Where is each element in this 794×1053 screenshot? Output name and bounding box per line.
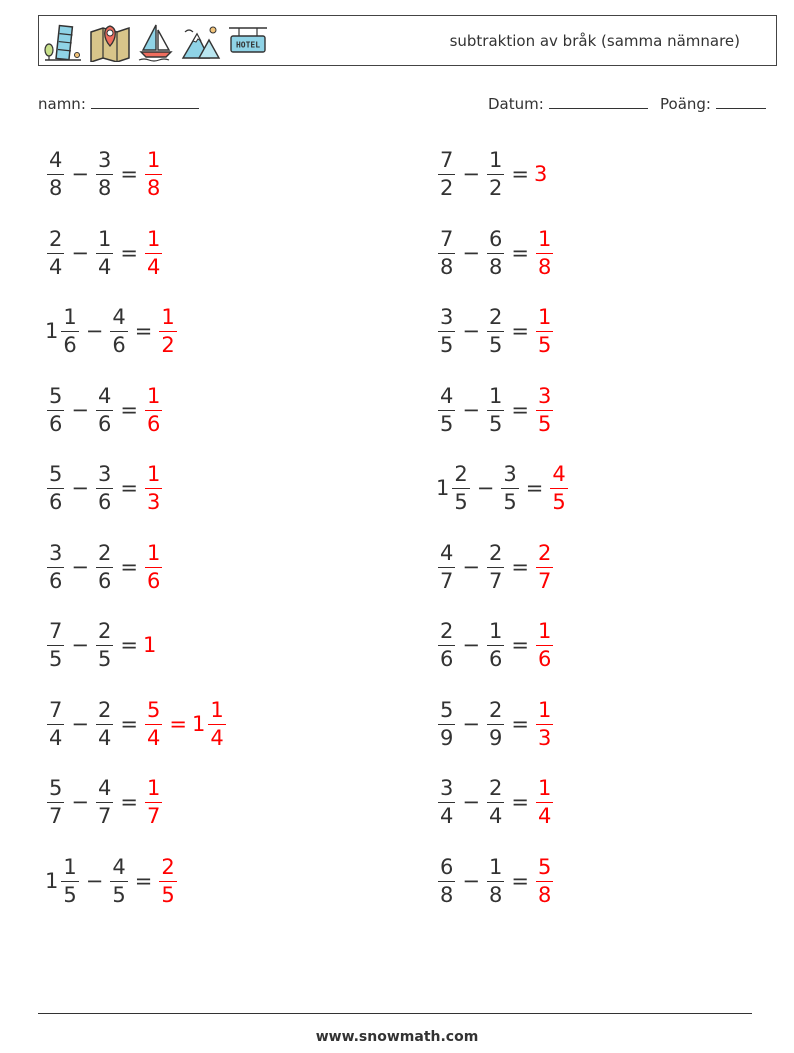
denominator: 4 <box>97 254 112 279</box>
equals-sign: = <box>511 398 529 422</box>
numerator: 2 <box>97 697 112 722</box>
equals-sign: = <box>120 790 138 814</box>
denominator: 5 <box>112 882 126 907</box>
denominator: 5 <box>552 489 566 514</box>
problem-item <box>45 458 164 518</box>
minus-sign: − <box>462 712 480 736</box>
score-label: Poäng: <box>660 95 711 113</box>
denominator: 6 <box>97 568 112 593</box>
denominator: 6 <box>49 489 63 514</box>
numerator: 2 <box>537 540 552 565</box>
minus-sign: − <box>85 869 104 893</box>
numerator: 7 <box>440 147 454 172</box>
fraction <box>536 226 553 279</box>
numerator: 1 <box>146 461 161 486</box>
whole-number: 1 <box>436 476 450 500</box>
minus-sign: − <box>462 869 480 893</box>
numerator: 3 <box>440 775 454 800</box>
answer <box>534 162 548 186</box>
sailboat-icon <box>137 22 175 62</box>
problem-item <box>436 615 555 675</box>
fraction <box>145 461 162 514</box>
fraction <box>487 618 504 671</box>
minus-sign: − <box>462 398 480 422</box>
header-box <box>38 15 777 66</box>
numerator: 4 <box>112 304 126 329</box>
fraction <box>536 304 553 357</box>
fraction <box>438 697 455 750</box>
denominator: 5 <box>97 646 112 671</box>
mountain-icon <box>181 22 221 62</box>
fraction <box>536 854 553 907</box>
numerator: 1 <box>488 854 503 879</box>
score-field <box>660 94 766 113</box>
answer <box>143 633 157 657</box>
fraction <box>110 854 127 907</box>
fraction <box>47 618 64 671</box>
minus-sign: − <box>71 790 89 814</box>
minus-sign: − <box>71 712 89 736</box>
denominator: 7 <box>537 568 552 593</box>
numerator: 3 <box>537 383 552 408</box>
answer <box>534 618 555 671</box>
answer <box>534 775 555 828</box>
fraction <box>61 854 78 907</box>
fraction <box>487 304 504 357</box>
denominator: 4 <box>146 254 161 279</box>
fraction <box>145 226 162 279</box>
equals-sign: = <box>120 555 138 579</box>
leaning-tower-icon <box>43 22 83 62</box>
hotel-sign-icon <box>227 22 269 62</box>
denominator: 4 <box>488 803 503 828</box>
numerator: 1 <box>537 226 552 251</box>
denominator: 6 <box>63 332 77 357</box>
date-label: Datum: <box>488 95 544 113</box>
problem-item <box>45 537 164 597</box>
fraction <box>145 697 162 750</box>
numerator: 6 <box>488 226 503 251</box>
numerator: 1 <box>537 304 552 329</box>
numerator: 1 <box>488 383 503 408</box>
fraction <box>96 226 113 279</box>
fraction <box>501 461 518 514</box>
problem-item <box>436 772 555 832</box>
problem-item <box>436 380 555 440</box>
name-blank[interactable] <box>91 94 199 109</box>
denominator: 6 <box>97 489 112 514</box>
denominator: 8 <box>537 254 552 279</box>
equals-sign: = <box>120 162 138 186</box>
numerator: 2 <box>488 540 503 565</box>
answer <box>143 147 164 200</box>
numerator: 4 <box>440 540 454 565</box>
problem-item <box>45 851 179 911</box>
fraction <box>487 775 504 828</box>
denominator: 5 <box>161 882 175 907</box>
numerator: 2 <box>488 304 503 329</box>
problem-item <box>45 301 179 361</box>
numerator: 5 <box>49 775 63 800</box>
equals-sign: = <box>134 319 153 343</box>
name-label: namn: <box>38 95 86 113</box>
denominator: 6 <box>146 568 161 593</box>
fraction <box>536 383 553 436</box>
fraction <box>96 775 113 828</box>
numerator: 6 <box>440 854 454 879</box>
fraction <box>47 540 64 593</box>
denominator: 3 <box>146 489 161 514</box>
denominator: 5 <box>63 882 77 907</box>
numerator: 4 <box>440 383 454 408</box>
fraction <box>145 540 162 593</box>
denominator: 7 <box>49 803 63 828</box>
equals-sign: = <box>120 241 138 265</box>
denominator: 8 <box>146 175 161 200</box>
numerator: 1 <box>146 540 161 565</box>
denominator: 5 <box>537 411 552 436</box>
denominator: 5 <box>537 332 552 357</box>
fraction <box>536 775 553 828</box>
denominator: 5 <box>488 411 503 436</box>
fraction <box>438 854 455 907</box>
score-blank[interactable] <box>716 94 766 109</box>
equals-sign: = <box>511 162 529 186</box>
denominator: 4 <box>537 803 552 828</box>
answer <box>534 383 555 436</box>
fraction <box>487 383 504 436</box>
denominator: 6 <box>440 646 454 671</box>
numerator: 1 <box>488 618 503 643</box>
fraction <box>47 226 64 279</box>
fraction <box>208 697 225 750</box>
denominator: 6 <box>49 411 63 436</box>
numerator: 5 <box>49 461 63 486</box>
numerator: 4 <box>112 854 126 879</box>
denominator: 2 <box>440 175 454 200</box>
fraction <box>47 775 64 828</box>
fraction <box>47 147 64 200</box>
fraction <box>438 775 455 828</box>
denominator: 6 <box>112 332 126 357</box>
problem-item <box>45 772 164 832</box>
denominator: 6 <box>488 646 503 671</box>
minus-sign: − <box>71 555 89 579</box>
denominator: 6 <box>537 646 552 671</box>
minus-sign: − <box>71 633 89 657</box>
numerator: 1 <box>210 697 224 722</box>
answer <box>534 697 555 750</box>
answer <box>534 226 555 279</box>
minus-sign: − <box>71 162 89 186</box>
denominator: 7 <box>488 568 503 593</box>
whole-number: 1 <box>142 633 157 657</box>
numerator: 5 <box>146 697 161 722</box>
date-blank[interactable] <box>549 94 648 109</box>
numerator: 2 <box>488 697 503 722</box>
problem-item <box>45 223 164 283</box>
minus-sign: − <box>85 319 104 343</box>
numerator: 2 <box>161 854 175 879</box>
numerator: 4 <box>97 383 112 408</box>
denominator: 8 <box>440 254 454 279</box>
denominator: 4 <box>440 803 454 828</box>
problem-item <box>45 144 164 204</box>
denominator: 4 <box>49 254 63 279</box>
header-icons <box>43 20 269 62</box>
denominator: 6 <box>146 411 161 436</box>
denominator: 8 <box>488 254 503 279</box>
numerator: 4 <box>49 147 63 172</box>
fraction <box>47 461 64 514</box>
problem-item <box>436 694 555 754</box>
fraction <box>96 147 113 200</box>
fraction <box>452 461 469 514</box>
name-field <box>38 94 199 113</box>
equals-sign: = <box>511 712 529 736</box>
fraction <box>159 304 176 357</box>
numerator: 1 <box>537 697 552 722</box>
numerator: 3 <box>440 304 454 329</box>
numerator: 2 <box>97 618 112 643</box>
numerator: 7 <box>49 697 63 722</box>
fraction <box>487 226 504 279</box>
denominator: 8 <box>97 175 112 200</box>
numerator: 4 <box>552 461 566 486</box>
equals-sign: = <box>120 712 138 736</box>
denominator: 9 <box>440 725 454 750</box>
answer <box>534 540 555 593</box>
fraction <box>145 383 162 436</box>
numerator: 5 <box>537 854 552 879</box>
equals-sign: = <box>511 555 529 579</box>
minus-sign: − <box>462 790 480 814</box>
equals-sign: = <box>525 476 544 500</box>
numerator: 4 <box>97 775 112 800</box>
denominator: 4 <box>49 725 63 750</box>
fraction <box>438 618 455 671</box>
denominator: 5 <box>488 332 503 357</box>
denominator: 3 <box>537 725 552 750</box>
fraction <box>536 697 553 750</box>
problem-item <box>436 458 570 518</box>
equals-sign: = <box>120 633 138 657</box>
numerator: 1 <box>537 775 552 800</box>
answer <box>143 697 164 750</box>
fraction <box>145 775 162 828</box>
numerator: 2 <box>49 226 63 251</box>
numerator: 1 <box>161 304 175 329</box>
numerator: 1 <box>63 304 77 329</box>
equals-sign: = <box>511 319 529 343</box>
fraction <box>96 461 113 514</box>
whole-number: 3 <box>533 162 548 186</box>
numerator: 3 <box>97 461 112 486</box>
answer <box>157 304 178 357</box>
denominator: 5 <box>454 489 468 514</box>
denominator: 7 <box>146 803 161 828</box>
footer-divider <box>38 1013 752 1014</box>
page-title: subtraktion av bråk (samma nämnare) <box>449 32 740 50</box>
numerator: 2 <box>440 618 454 643</box>
fraction <box>96 697 113 750</box>
problem-item <box>436 223 555 283</box>
fraction <box>47 383 64 436</box>
minus-sign: − <box>71 241 89 265</box>
whole-number: 1 <box>191 712 206 736</box>
numerator: 5 <box>440 697 454 722</box>
fraction <box>536 540 553 593</box>
equals-sign: = <box>120 476 138 500</box>
fraction <box>487 854 504 907</box>
problem-item <box>45 694 228 754</box>
numerator: 1 <box>537 618 552 643</box>
fraction <box>536 618 553 671</box>
minus-sign: − <box>71 398 89 422</box>
denominator: 7 <box>97 803 112 828</box>
fraction <box>47 697 64 750</box>
minus-sign: − <box>476 476 495 500</box>
fraction <box>145 147 162 200</box>
whole-number: 1 <box>45 869 59 893</box>
equals-sign: = <box>134 869 153 893</box>
answer <box>534 304 555 357</box>
numerator: 1 <box>97 226 112 251</box>
problem-item <box>436 301 555 361</box>
answer <box>534 854 555 907</box>
hotel-sign-text: HOTEL <box>235 40 261 50</box>
minus-sign: − <box>462 162 480 186</box>
problem-item <box>436 144 548 204</box>
equals-sign: = <box>511 633 529 657</box>
numerator: 3 <box>49 540 63 565</box>
fraction <box>96 383 113 436</box>
fraction <box>159 854 176 907</box>
denominator: 4 <box>146 725 161 750</box>
denominator: 9 <box>488 725 503 750</box>
answer <box>143 461 164 514</box>
numerator: 1 <box>146 226 161 251</box>
denominator: 4 <box>210 725 224 750</box>
minus-sign: − <box>462 555 480 579</box>
fraction <box>438 540 455 593</box>
minus-sign: − <box>71 476 89 500</box>
fraction <box>96 618 113 671</box>
problem-item <box>436 851 555 911</box>
answer <box>143 226 164 279</box>
answer <box>143 775 164 828</box>
numerator: 1 <box>146 775 161 800</box>
minus-sign: − <box>462 241 480 265</box>
denominator: 8 <box>488 882 503 907</box>
denominator: 5 <box>440 332 454 357</box>
minus-sign: − <box>462 633 480 657</box>
map-pin-icon <box>89 22 131 62</box>
equals-sign: = <box>511 241 529 265</box>
denominator: 7 <box>440 568 454 593</box>
fraction <box>487 697 504 750</box>
fraction <box>438 226 455 279</box>
numerator: 2 <box>97 540 112 565</box>
whole-number: 1 <box>45 319 59 343</box>
problem-item <box>436 537 555 597</box>
denominator: 5 <box>49 646 63 671</box>
fraction <box>550 461 567 514</box>
equals-sign: = <box>120 398 138 422</box>
numerator: 2 <box>454 461 468 486</box>
problem-item <box>45 380 164 440</box>
answer <box>157 854 178 907</box>
equals-sign: = <box>511 790 529 814</box>
numerator: 7 <box>49 618 63 643</box>
denominator: 5 <box>440 411 454 436</box>
equals-sign: = <box>511 869 529 893</box>
numerator: 1 <box>488 147 503 172</box>
fraction <box>438 383 455 436</box>
equals-sign: = <box>169 712 187 736</box>
denominator: 6 <box>49 568 63 593</box>
answer <box>143 383 164 436</box>
answer <box>548 461 569 514</box>
fraction <box>96 540 113 593</box>
fraction <box>438 147 455 200</box>
numerator: 5 <box>49 383 63 408</box>
numerator: 1 <box>63 854 77 879</box>
footer-url: www.snowmath.com <box>315 1029 479 1045</box>
fraction <box>61 304 78 357</box>
numerator: 1 <box>146 147 161 172</box>
fraction <box>438 304 455 357</box>
numerator: 7 <box>440 226 454 251</box>
answer <box>191 697 228 750</box>
date-field <box>488 94 648 113</box>
denominator: 8 <box>49 175 63 200</box>
minus-sign: − <box>462 319 480 343</box>
fraction <box>487 147 504 200</box>
denominator: 8 <box>537 882 552 907</box>
denominator: 4 <box>97 725 112 750</box>
denominator: 6 <box>97 411 112 436</box>
fraction <box>110 304 127 357</box>
denominator: 5 <box>503 489 517 514</box>
denominator: 2 <box>161 332 175 357</box>
numerator: 3 <box>97 147 112 172</box>
numerator: 1 <box>146 383 161 408</box>
answer <box>143 540 164 593</box>
fraction <box>487 540 504 593</box>
numerator: 3 <box>503 461 517 486</box>
denominator: 8 <box>440 882 454 907</box>
numerator: 2 <box>488 775 503 800</box>
problem-item <box>45 615 157 675</box>
denominator: 2 <box>488 175 503 200</box>
